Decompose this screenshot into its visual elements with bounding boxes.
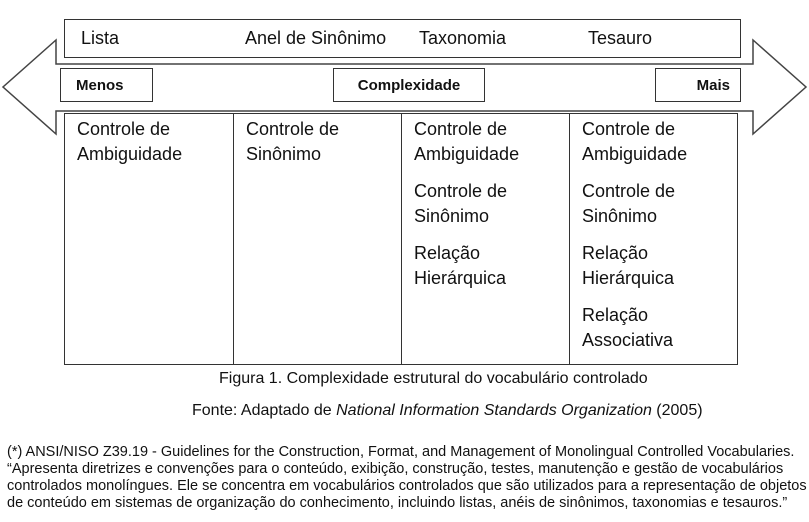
figure-caption: Figura 1. Complexidade estrutural do vocabulário controlado [219, 370, 648, 387]
column-taxonomia [401, 114, 569, 364]
feature-item: Controle de Ambiguidade [77, 119, 183, 164]
vocabulary-types-header [64, 19, 741, 58]
feature-item: Relação Associativa [582, 305, 674, 350]
source-prefix: Fonte: Adaptado de [192, 402, 337, 419]
complexity-text: Complexidade [357, 76, 461, 94]
header-taxonomia: Taxonomia [419, 28, 507, 48]
source-organization: National Information Standards Organization [336, 402, 652, 419]
complexity-label [333, 68, 485, 102]
column-tesauro [569, 114, 737, 364]
column-anel-sinonimo [233, 114, 401, 364]
more-text: Mais [696, 76, 730, 94]
feature-item: Controle de Ambiguidade [414, 119, 520, 164]
feature-item: Controle de Sinônimo [414, 181, 508, 226]
feature-item: Relação Hierárquica [414, 243, 507, 288]
footnote [7, 444, 807, 512]
feature-item: Relação Hierárquica [582, 243, 675, 288]
footnote-reference: (*) ANSI/NISO Z39.19 - Guidelines for the Construction, Format, and Management of Monolingual Controlled Vocabularies. [7, 444, 795, 460]
more-label [655, 68, 741, 102]
header-lista: Lista [81, 28, 120, 48]
less-label [60, 68, 153, 102]
features-grid [64, 113, 738, 365]
feature-item: Controle de Sinônimo [582, 181, 676, 226]
feature-item: Controle de Sinônimo [246, 119, 340, 164]
feature-item: Controle de Ambiguidade [582, 119, 688, 164]
less-text: Menos [76, 76, 124, 94]
source-year: (2005) [651, 402, 703, 419]
column-lista [65, 114, 233, 364]
header-anel-sinonimo: Anel de Sinônimo [245, 28, 387, 48]
header-tesauro: Tesauro [588, 28, 653, 48]
footnote-quote: “Apresenta diretrizes e convenções para o conteúdo, exibição, construção, testes, manutenção e gestão de vocabulários controlados monolíngues. Ele se concentra em vocabulários controlados que são utilizados para a representação de objetos de conteúdo em sistemas de organização do conhecimento, incluindo listas, anéis de sinônimos, taxonomias e tesauros.” [7, 461, 807, 511]
source-caption [192, 402, 703, 420]
